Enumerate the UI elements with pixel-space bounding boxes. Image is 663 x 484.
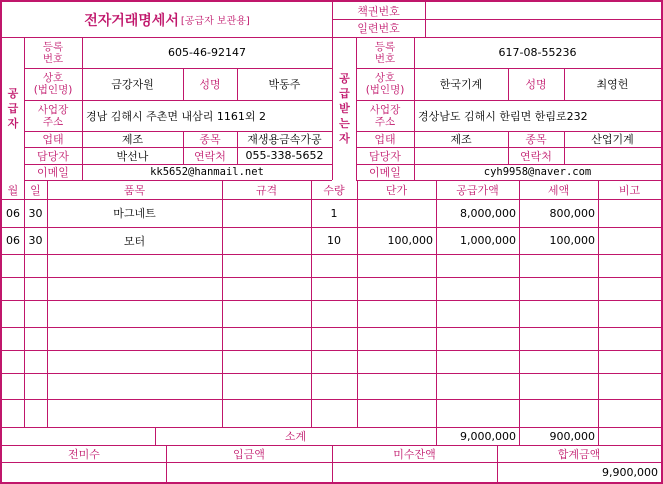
buyer-side-label-line: 받 [339,102,350,115]
table-cell-month: 06 [6,206,20,220]
manager-value: 박선나 [116,149,149,163]
email-value: kk5652@hanmail.net [150,166,264,178]
reg-no-value: 617-08-55236 [498,46,577,59]
total-label: 합계금액 [557,447,601,461]
reg-no-label-line: 번호 [374,52,396,65]
name-label: 성명 [199,78,221,91]
unpaid-label: 미수잔액 [393,447,436,461]
buyer-side-label-line: 는 [339,117,350,130]
header-spec: 규격 [255,184,278,197]
company-label-line: (법인명) [365,84,405,96]
company-label [356,68,414,100]
address-label-line: 주소 [374,115,396,128]
received-value [166,462,332,482]
company-label-line: 상호 [374,72,396,84]
address-label-line: 주소 [42,115,64,128]
table-cell-spec [222,199,311,227]
table-cell-spec [222,227,311,254]
table-cell-note [598,227,661,254]
grid-line [0,350,663,351]
email-label: 이메일 [369,166,401,179]
table-cell-item: 모터 [123,234,146,248]
reg-no-label [24,37,82,68]
grid-line [0,399,663,400]
manager-label: 담당자 [369,149,401,163]
reg-no-value: 605-46-92147 [168,46,246,59]
name-label: 성명 [525,78,547,91]
header-month: 월 [7,184,19,197]
grid-line [0,277,663,278]
address-label-line: 사업장 [369,103,401,116]
prev-balance-label: 전미수 [68,447,100,461]
email-label: 이메일 [37,166,69,179]
table-cell-qty: 10 [327,234,341,247]
manager-value [414,147,508,164]
supplier-side-label-line: 자 [7,117,19,130]
table-cell-month: 06 [6,234,20,247]
business-item-value: 재생용금속가공 [247,133,322,146]
company-label [24,68,82,100]
table-cell-tax: 800,000 [549,206,595,220]
buyer-side-label [333,37,356,180]
name-value: 박동주 [268,78,301,91]
table-cell-note [598,199,661,227]
contact-label: 연락처 [194,149,226,163]
header-supply-value: 공급가액 [456,184,499,197]
contact-value [564,147,661,164]
subtitle-text: [공급자 보관용] [180,16,250,27]
manager-label: 담당자 [37,149,69,163]
business-item-label: 종목 [199,133,221,146]
address-value: 경남 김해시 주촌면 내삼리 1161외 2 [86,109,266,123]
company-value: 금강자원 [111,78,154,91]
header-day: 일 [30,184,41,197]
business-type-value: 제조 [450,133,472,146]
received-label: 입금액 [233,447,265,461]
address-value: 경상남도 김해시 한림면 한림로232 [418,109,588,123]
reg-no-label-line: 등록 [374,40,396,53]
table-cell-unit-price [357,199,436,227]
address-label [24,100,82,131]
prev-balance-value [2,462,166,482]
contact-label: 연락처 [520,149,552,163]
business-item-value: 산업기계 [591,133,634,146]
buyer-side-label-line: 자 [339,132,350,145]
email-value: cyh9958@naver.com [483,166,592,178]
unpaid-value [332,462,497,482]
company-label-line: 상호 [42,72,64,84]
table-cell-day: 30 [28,206,43,220]
grid-line [0,254,663,255]
reg-no-label-line: 번호 [42,52,64,65]
total-value: 9,900,000 [602,465,658,479]
book-no-value [425,2,661,19]
table-cell-day: 30 [28,234,43,247]
grid-line [0,373,663,374]
subtotal-tax: 900,000 [549,429,595,443]
address-label [356,100,414,131]
subtotal-label: 소계 [284,430,307,443]
header-item: 품목 [123,184,146,197]
business-type-value: 제조 [121,133,144,146]
table-cell-tax: 100,000 [549,234,595,247]
business-type-label: 업태 [374,133,396,146]
header-qty: 수량 [323,184,345,197]
grid-line [598,427,599,445]
book-no-label: 책권번호 [357,4,400,18]
supplier-side-label-line: 공 [7,87,19,100]
grid-line [0,327,663,328]
reg-no-label-line: 등록 [42,40,64,53]
reg-no-label [356,37,414,68]
name-value: 최영헌 [596,78,629,91]
grid-line [0,300,663,301]
table-cell-unit-price: 100,000 [387,234,433,247]
title-text: 전자거래명세서 [84,12,179,29]
buyer-side-label-line: 공 [339,72,350,85]
company-value: 한국기계 [439,78,483,91]
table-cell-item: 마그네트 [113,207,156,220]
header-note: 비고 [618,184,641,197]
supplier-side-label-line: 급 [7,102,19,115]
serial-no-label: 일련번호 [357,22,400,35]
address-label-line: 사업장 [37,103,69,116]
header-unit-price: 단가 [385,184,408,197]
table-cell-qty: 1 [330,206,338,220]
contact-value: 055-338-5652 [245,149,324,162]
buyer-side-label-line: 급 [339,87,350,100]
table-cell-supply-value: 8,000,000 [460,206,516,220]
supplier-side-label [2,37,24,180]
company-label-line: (법인명) [33,84,73,96]
header-tax: 세액 [547,184,570,197]
table-cell-supply-value: 1,000,000 [460,234,516,247]
document-title [2,2,332,37]
business-item-label: 종목 [525,133,547,146]
business-type-label: 업태 [42,133,64,146]
subtotal-supply-value: 9,000,000 [460,429,516,443]
serial-no-value [425,19,661,37]
